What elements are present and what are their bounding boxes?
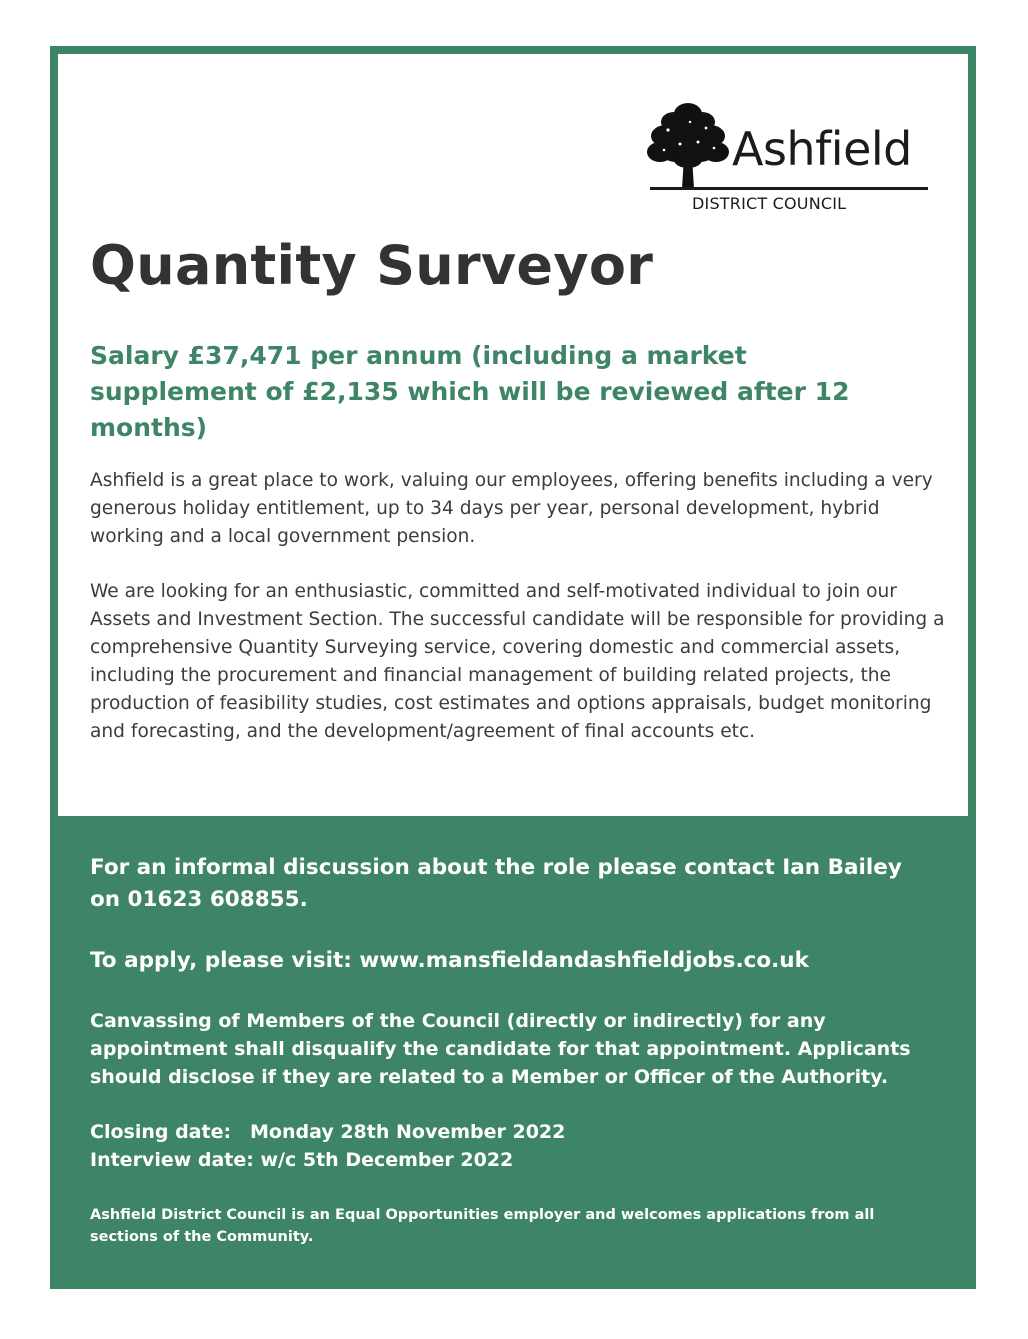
role-paragraph: We are looking for an enthusiastic, committed and self-motivated individual to join our Assets and Investment Section. The successful candidate will be responsible for providing a comprehensive Quantity Surveying service, covering domestic and commercial assets, including the procurement and financial management of building related projects, the production of feasibility studies, cost estimates and options appraisals, budget monitoring and forecasting, and the development/agreement of final accounts etc. (90, 581, 945, 742)
closing-date-row (90, 1118, 930, 1146)
interview-date-label: Interview date: (90, 1149, 254, 1171)
advert-frame (50, 46, 976, 1289)
canvassing-notice: Canvassing of Members of the Council (directly or indirectly) for any appointment shall disqualify the candidate for that appointment. Applicants should disclose if they are related to a Member or Officer of the Authority. (90, 1010, 911, 1088)
contact-info: For an informal discussion about the role please contact Ian Bailey on 01623 608855. (90, 855, 902, 912)
equal-opportunities-statement: Ashfield District Council is an Equal Opportunities employer and welcomes applications from all sections of the Community. (90, 1207, 875, 1245)
content-panel (58, 54, 968, 816)
interview-date-row (90, 1146, 930, 1174)
council-logo (646, 100, 934, 220)
tree-icon (646, 100, 730, 188)
salary-heading: Salary £37,471 per annum (including a market supplement of £2,135 which will be reviewed after 12 months) (90, 341, 850, 442)
key-dates (90, 1118, 930, 1174)
benefits-paragraph: Ashfield is a great place to work, valuing our employees, offering benefits including a very generous holiday entitlement, up to 34 days per year, personal development, hybrid working and a local government pension. (90, 470, 933, 547)
logo-subtitle: DISTRICT COUNCIL (692, 194, 847, 213)
closing-date-label: Closing date: (90, 1121, 232, 1143)
job-title: Quantity Surveyor (90, 234, 654, 297)
logo-divider (650, 187, 928, 190)
interview-date-value: w/c 5th December 2022 (260, 1149, 514, 1171)
apply-info: To apply, please visit: www.mansfieldandashfieldjobs.co.uk (90, 948, 809, 973)
closing-date-value: Monday 28th November 2022 (250, 1121, 566, 1143)
logo-wordmark: Ashfield (732, 122, 912, 176)
